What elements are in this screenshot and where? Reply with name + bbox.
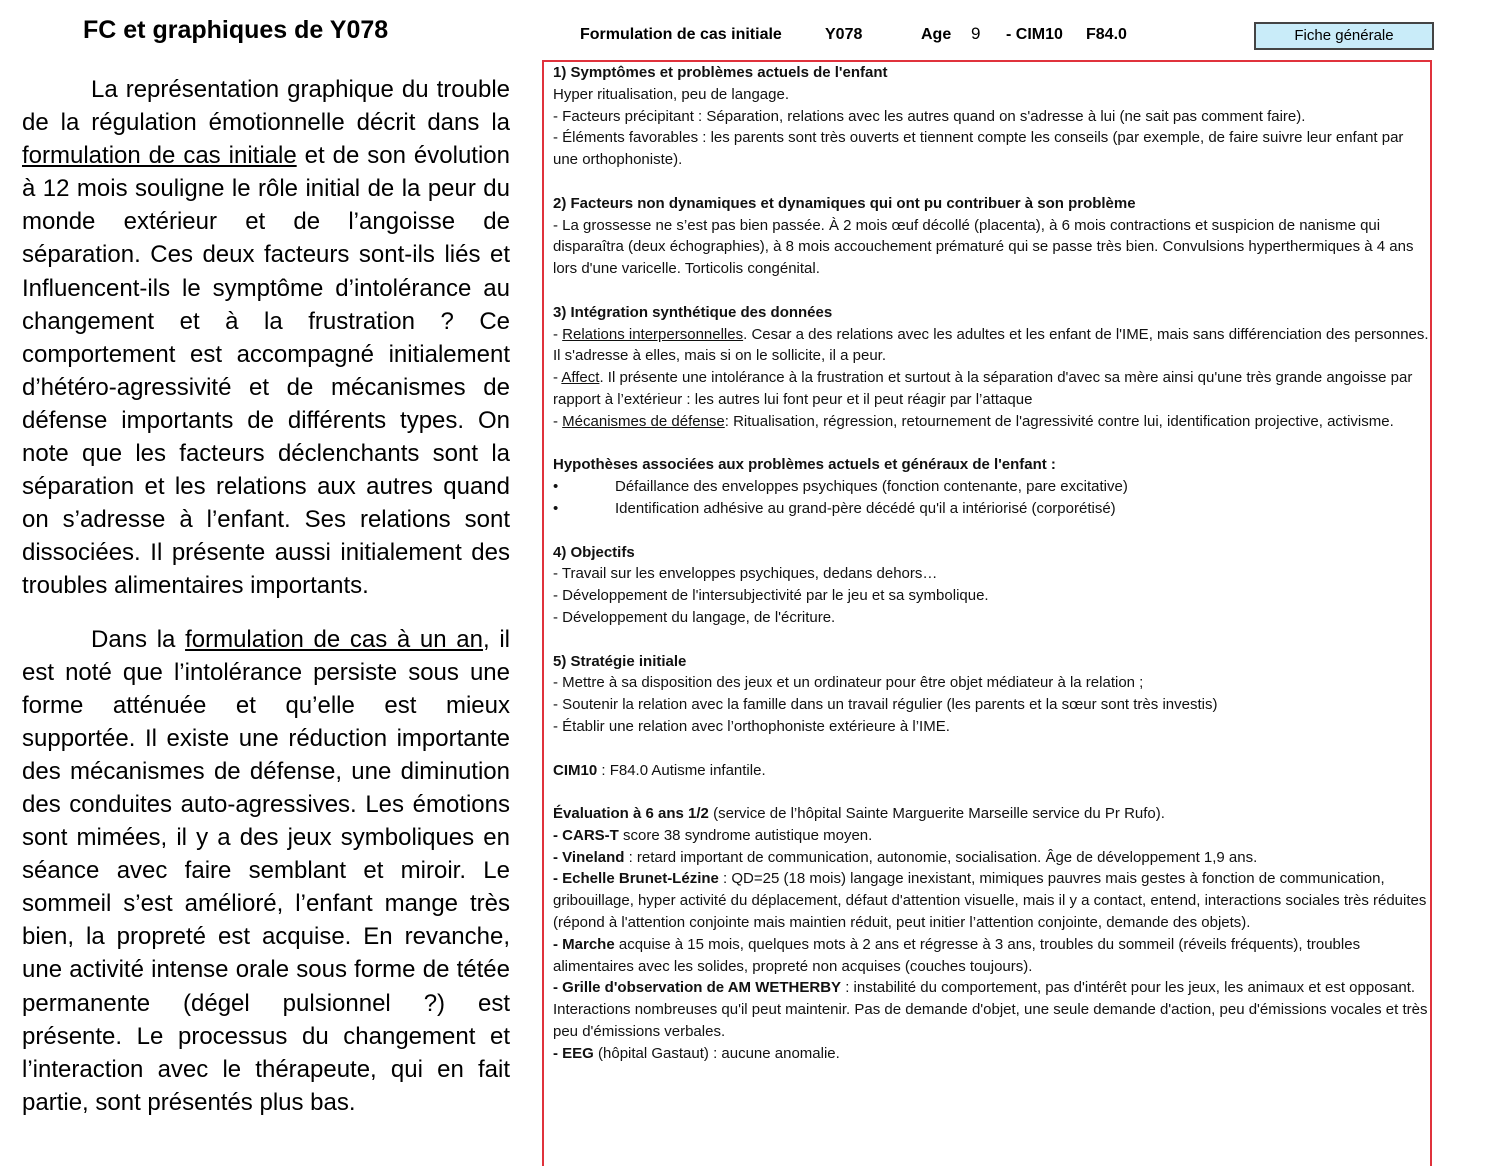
- section-heading: Hypothèses associées aux problèmes actuels et généraux de l'enfant :: [553, 456, 1056, 474]
- paragraph-text: Dans la: [91, 625, 186, 653]
- header-label: Formulation de cas initiale: [580, 26, 782, 43]
- section-line: - Travail sur les enveloppes psychiques, dedans dehors…: [553, 565, 938, 583]
- bullet-dot: •: [553, 499, 559, 517]
- label-mecanismes: Mécanismes de défense: [562, 412, 725, 430]
- bullet-text: Identification adhésive au grand-père décédé qu'il a intériorisé (corporétisé): [615, 499, 1116, 517]
- section-line: - La grossesse ne s’est pas bien passée. À 2 mois œuf décollé (placenta), à 6 mois contractions et suspicion de nanisme qui disparaîtra (deux échographies), à 8 mois accouchement prématuré qui se passe très bien. Convulsions hyperthermiques à 4 ans lors d'une varicelle. Torticolis congénital.: [553, 216, 1414, 278]
- section-line: Hyper ritualisation, peu de langage.: [553, 85, 789, 103]
- label-affect: Affect: [561, 369, 600, 387]
- section-line: - Éléments favorables : les parents sont très ouverts et tiennent compte les conseils (par exemple, de faire suivre leur enfant par une orthophoniste).: [553, 129, 1404, 169]
- section-strategy: [553, 651, 1431, 738]
- eval-label: - Marche: [553, 935, 615, 953]
- header-age-value: 9: [971, 24, 981, 43]
- section-cim10: [553, 760, 1431, 782]
- case-formulation-content: [553, 62, 1431, 1065]
- eval-brunet-lezine: [553, 868, 1431, 933]
- bullet-dot: •: [553, 478, 559, 496]
- eval-cars: [553, 825, 1431, 847]
- paragraph-text: , il est noté que l’intolérance persiste sous une forme atténuée et qu’elle est mieux supportée. Il existe une réduction importante des mécanismes de défense, une diminution des conduites auto-agressives. Les émotions sont mimées, il y a des jeux symboliques en séance avec faire semblant et miroir. Le sommeil s’est amélioré, l’enfant mange très bien, la propreté est acquise. En revanche, une activité intense orale sous forme de tétée permanente (dégel pulsionnel ?) est présente. Le processus du changement et l’interaction avec le thérapeute, qui en fait partie, sont présentés plus bas.: [22, 625, 511, 1116]
- section-line: - Facteurs précipitant : Séparation, relations avec les autres quand on s'adresse à lui (ne sait pas comment faire).: [553, 107, 1306, 125]
- eval-text: (service de l’hôpital Sainte Marguerite Marseille service du Pr Rufo).: [708, 805, 1165, 823]
- section-heading: 3) Intégration synthétique des données: [553, 303, 833, 321]
- eval-heading-line: [553, 803, 1431, 825]
- paragraph-one-year: [22, 623, 510, 1119]
- section-hypotheses: [553, 454, 1431, 519]
- link-formulation-un-an[interactable]: formulation de cas à un an: [185, 625, 483, 653]
- eval-eeg: [553, 1043, 1431, 1065]
- section-evaluation: [553, 803, 1431, 1065]
- header-cim-value: F84.0: [1086, 26, 1127, 43]
- section-line: - Soutenir la relation avec la famille dans un travail régulier (les parents et la sœur sont très investis): [553, 696, 1218, 714]
- page-title: FC et graphiques de Y078: [83, 16, 389, 44]
- line-text: . Il présente une intolérance à la frustration et surtout à la séparation d'avec sa mère ainsi qu'une très grande angoisse par rapport à l’extérieur : les autres lui font peur et il peut réagir par l’attaque: [553, 369, 1413, 408]
- section-symptoms: [553, 62, 1431, 171]
- label-relations: Relations interpersonnelles: [562, 325, 744, 343]
- paragraph-text: La représentation graphique du trouble de la régulation émotionnelle décrit dans la: [22, 76, 510, 137]
- eval-text: (hôpital Gastaut) : aucune anomalie.: [593, 1044, 840, 1062]
- link-formulation-initiale[interactable]: formulation de cas initiale: [22, 142, 297, 170]
- eval-text: : retard important de communication, autonomie, socialisation. Âge de développement 1,9 ans.: [624, 848, 1258, 866]
- cim-heading: CIM10: [553, 761, 598, 779]
- case-header: [580, 22, 1436, 50]
- eval-text: : QD=25 (18 mois) langage inexistant, mimiques pauvres mais gestes à fonction de communication, gribouillage, hyper activité du déplacement, défaut d'attention visuelle, mais il y a contact, entend, interactions sociales très réduites (répond à l'attention conjointe mais maintien réduit, peut initier l’attention conjointe, demande des objets).: [553, 870, 1427, 932]
- paragraph-text: et de son évolution à 12 mois souligne le rôle initial de la peur du monde extérieur et de l’angoisse de séparation. Ces deux facteurs sont-ils liés et Influencent-ils le symptôme d’intolérance au changement et à la frustration ? Ce comportement est accompagné initialement d’hétéro-agressivité et de mécanismes de défense importants de différents types. On note que les facteurs déclenchants sont la séparation et les relations aux autres quand on s’adresse à l’enfant. Ses relations sont dissociées. Il présente aussi initialement des troubles alimentaires importants.: [22, 142, 510, 600]
- section-line: - Mettre à sa disposition des jeux et un ordinateur pour être objet médiateur à la relation ;: [553, 674, 1144, 692]
- line-text: : Ritualisation, régression, retournement de l'agressivité contre lui, identification projective, activisme.: [724, 412, 1394, 430]
- eval-vineland: [553, 847, 1431, 869]
- section-integration: [553, 302, 1431, 433]
- section-line: - Établir une relation avec l’orthophoniste extérieure à l’IME.: [553, 717, 950, 735]
- header-case-id: Y078: [825, 26, 863, 43]
- eval-marche: [553, 934, 1431, 978]
- eval-heading: Évaluation à 6 ans 1/2: [553, 805, 709, 823]
- section-line: - Mécanismes de défense: Ritualisation, régression, retournement de l'agressivité contre lui, identification projective, activisme.: [553, 412, 1394, 430]
- eval-label: - Echelle Brunet-Lézine: [553, 870, 719, 888]
- eval-text: acquise à 15 mois, quelques mots à 2 ans et régresse à 3 ans, troubles du sommeil (réveils fréquents), troubles alimentaires avec les solides, propreté non acquises (couches toujours).: [553, 935, 1361, 975]
- eval-wetherby: [553, 977, 1431, 1042]
- eval-text: score 38 syndrome autistique moyen.: [618, 826, 873, 844]
- section-heading: 1) Symptômes et problèmes actuels de l'enfant: [553, 64, 888, 81]
- section-line: - Développement du langage, de l'écriture.: [553, 608, 836, 626]
- commentary-column: [22, 12, 510, 1119]
- section-objectives: [553, 542, 1431, 629]
- bullet-item: [553, 476, 1431, 498]
- line-text: . Cesar a des relations avec les adultes et les enfant de l'IME, mais sans différenciation des personnes. Il s'adresse à elles, mais si on le sollicite, il a peur.: [553, 325, 1429, 365]
- bullet-item: [553, 498, 1431, 520]
- eval-text: : instabilité du comportement, pas d'intérêt pour les jeux, les animaux et est opposant. Interactions nombreuses qu'il peut maintenir. Pas de demande d'objet, une seule demande d'action, peu d'émissions vocales et très peu d'émissions verbales.: [553, 979, 1428, 1041]
- fiche-generale-button[interactable]: Fiche générale: [1254, 22, 1434, 50]
- eval-label: - Vineland: [553, 848, 625, 866]
- section-line: - Affect. Il présente une intolérance à la frustration et surtout à la séparation d'avec sa mère ainsi qu'une très grande angoisse par rapport à l’extérieur : les autres lui font peur et il peut réagir par l’attaque: [553, 369, 1413, 408]
- section-line: - Développement de l'intersubjectivité par le jeu et sa symbolique.: [553, 587, 989, 605]
- section-line: - Relations interpersonnelles. Cesar a des relations avec les adultes et les enfant de l'IME, mais sans différenciation des personnes. Il s'adresse à elles, mais si on le sollicite, il a peur.: [553, 325, 1429, 365]
- section-heading: 4) Objectifs: [553, 543, 635, 561]
- eval-label: - Grille d'observation de AM WETHERBY: [553, 979, 842, 997]
- section-heading: 5) Stratégie initiale: [553, 652, 687, 670]
- section-factors: [553, 193, 1431, 280]
- header-cim-label: - CIM10: [1006, 26, 1063, 43]
- eval-label: - CARS-T: [553, 826, 619, 844]
- cim-text: : F84.0 Autisme infantile.: [597, 761, 766, 779]
- bullet-text: Défaillance des enveloppes psychiques (fonction contenante, pare excitative): [615, 478, 1128, 496]
- header-age-label: Age: [921, 26, 952, 43]
- paragraph-initial: [22, 73, 510, 603]
- eval-label: - EEG: [553, 1044, 594, 1062]
- section-heading: 2) Facteurs non dynamiques et dynamiques qui ont pu contribuer à son problème: [553, 194, 1136, 212]
